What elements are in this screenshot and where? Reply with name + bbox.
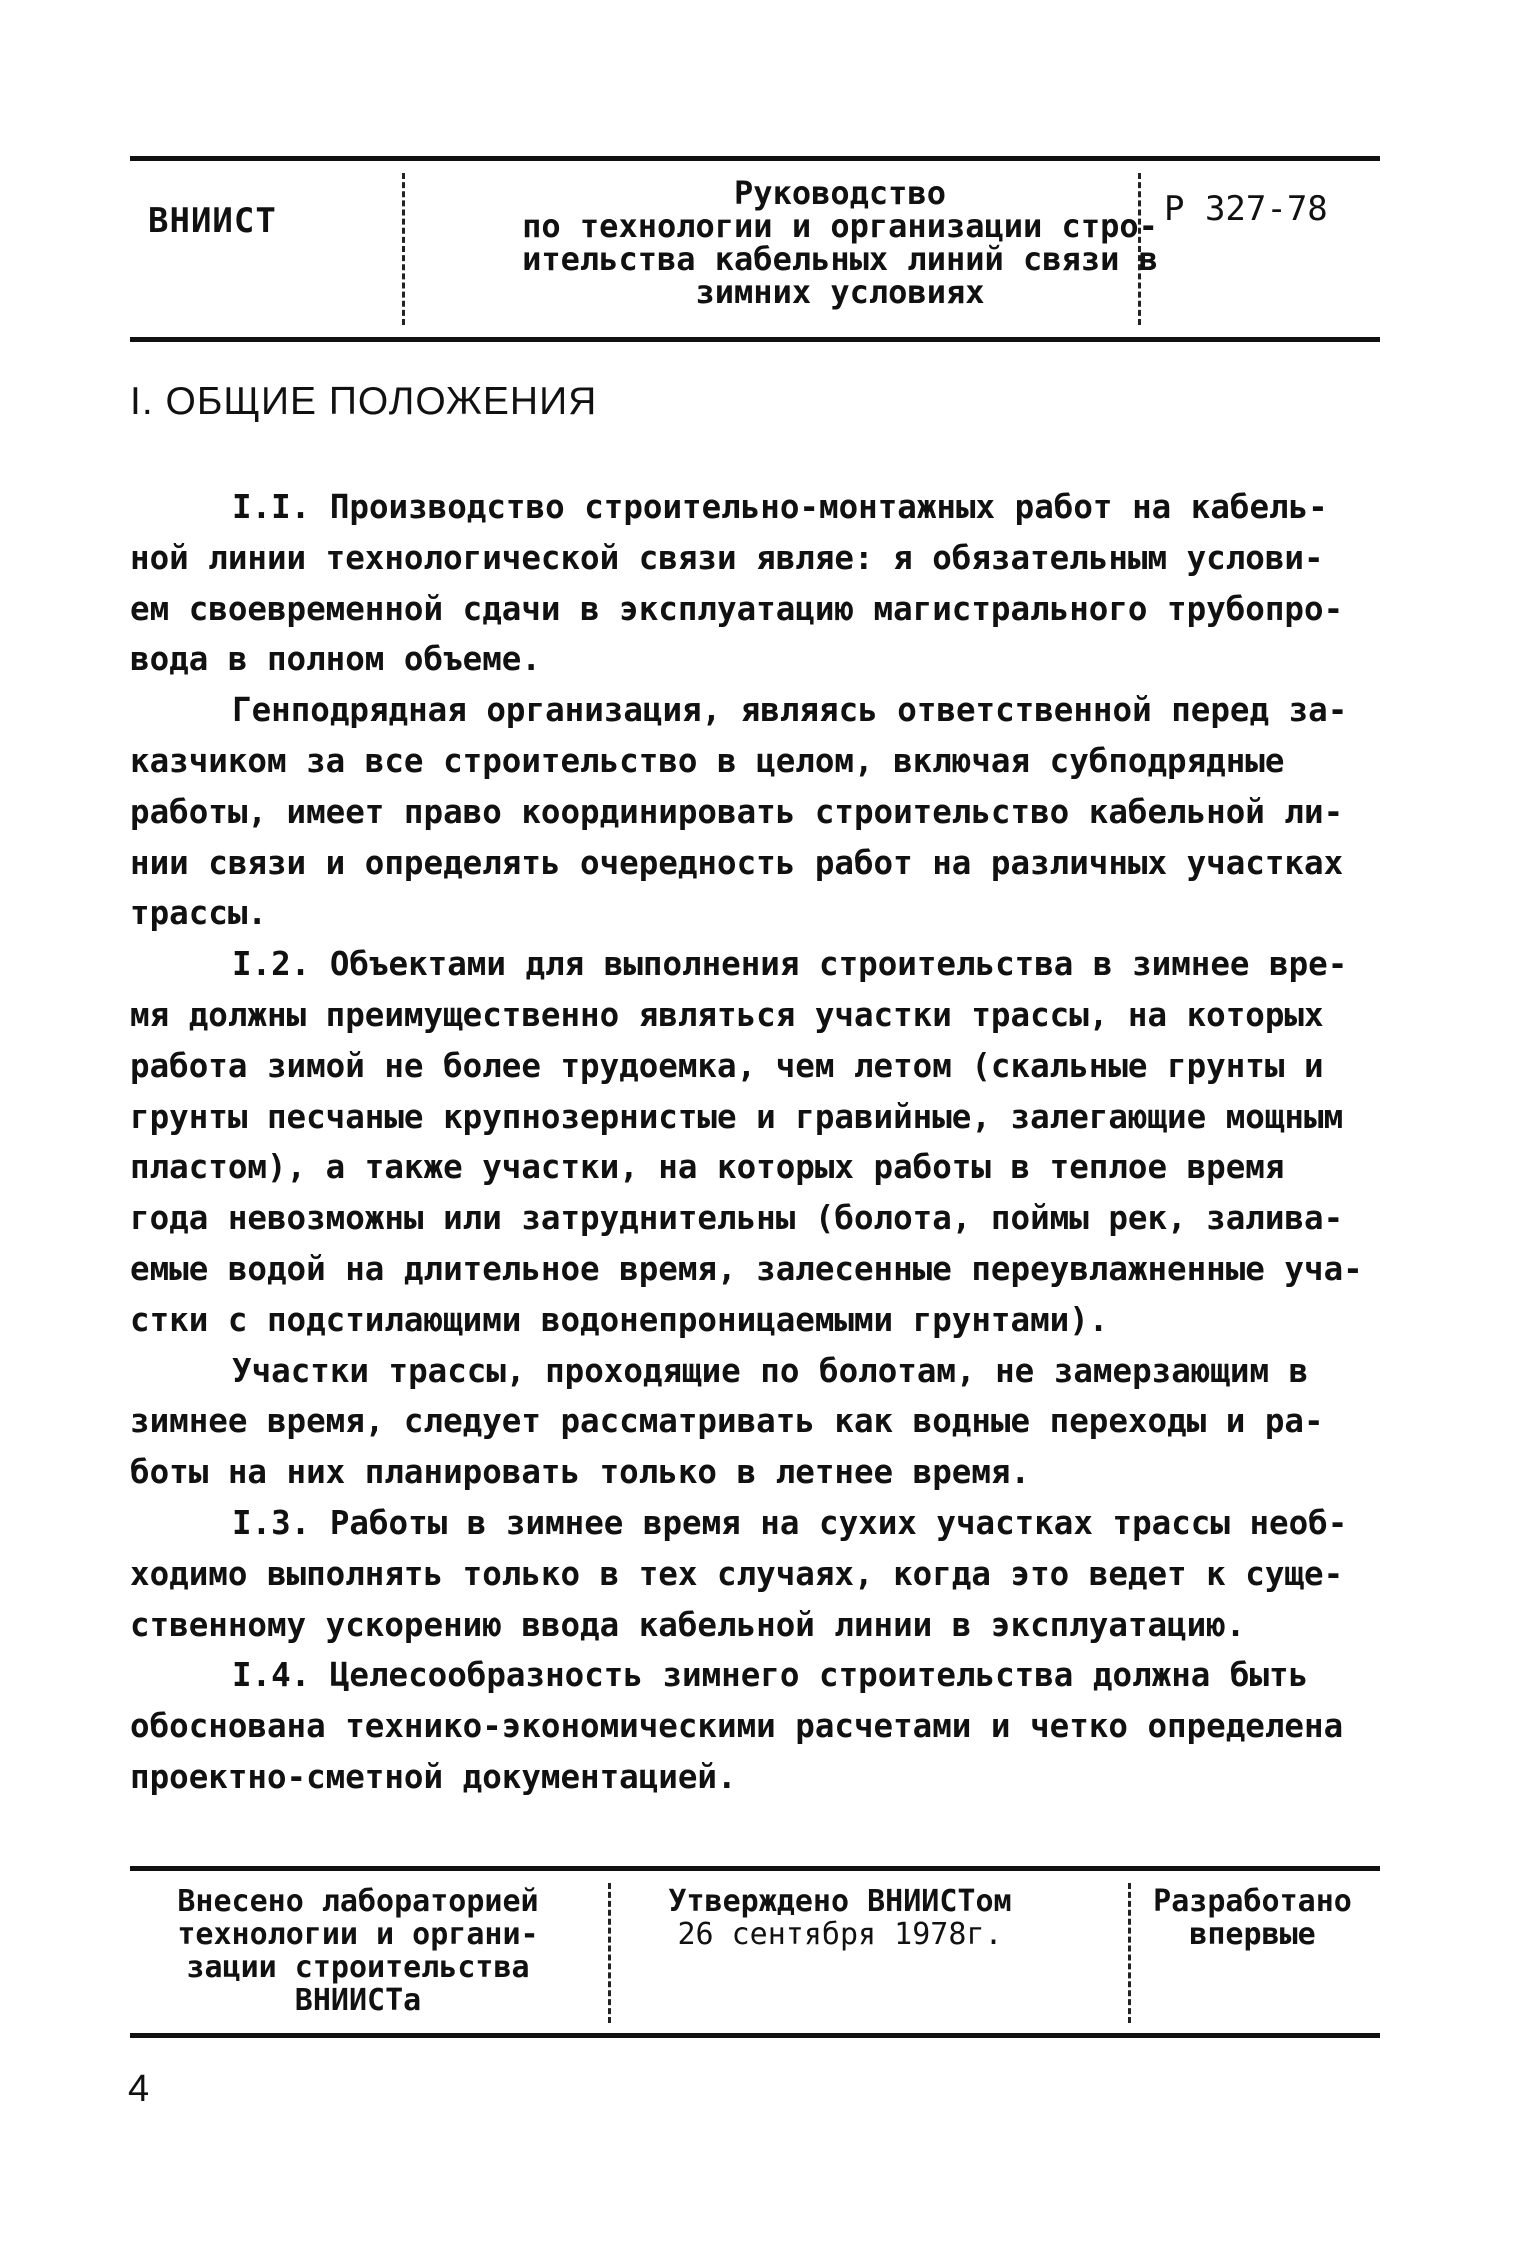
introduced-line: зации строительства xyxy=(186,1950,530,1985)
introduced-line: Внесено лабораторией xyxy=(177,1884,539,1919)
title-line: зимних условиях xyxy=(695,273,985,311)
title-line: по технологии и организации стро- xyxy=(522,207,1158,245)
text-line: ем своевременной сдачи в эксплуатацию магистрального трубопро- xyxy=(130,589,1344,628)
text-line: I.2. Объектами для выполнения строительства в зимнее вре- xyxy=(232,945,1348,984)
text-line: ходимо выполнять только в тех случаях, когда это ведет к суще- xyxy=(130,1554,1344,1593)
document-title xyxy=(420,174,1260,311)
text-line: ной линии технологической связи являе: я обязательным услови- xyxy=(130,538,1324,577)
page-number: 4 xyxy=(128,2068,150,2110)
footer-block xyxy=(130,1866,1380,2038)
introduced-line: технологии и органи- xyxy=(177,1917,539,1952)
text-line: грунты песчаные крупнозернистые и гравийные, залегающие мощным xyxy=(130,1097,1344,1136)
header-block xyxy=(130,156,1380,342)
text-line: вода в полном объеме. xyxy=(130,640,541,679)
text-line: обоснована технико-экономическими расчетами и четко определена xyxy=(130,1707,1344,1746)
text-line: боты на них планировать только в летнее время. xyxy=(130,1453,1031,1492)
text-line: стки с подстилающими водонепроницаемыми грунтами). xyxy=(130,1300,1109,1339)
text-line: казчиком за все строительство в целом, включая субподрядные xyxy=(130,741,1285,780)
text-line: нии связи и определять очередность работ на различных участках xyxy=(130,843,1344,882)
approved-date: 26 сентября 1978г. xyxy=(677,1917,1003,1952)
section-heading: I. ОБЩИЕ ПОЛОЖЕНИЯ xyxy=(130,380,598,423)
header-divider xyxy=(402,173,405,325)
text-line: трассы. xyxy=(130,894,267,933)
text-line: I.I. Производство строительно-монтажных работ на кабель- xyxy=(232,488,1328,526)
text-line: Генподрядная организация, являясь ответственной перед за- xyxy=(232,691,1348,730)
text-line: пластом), а также участки, на которых работы в теплое время xyxy=(130,1148,1285,1187)
text-line: Участки трассы, проходящие по болотам, не замерзающим в xyxy=(232,1351,1309,1390)
document-code: Р 327-78 xyxy=(1164,189,1328,229)
text-line: зимнее время, следует рассматривать как водные переходы и ра- xyxy=(130,1402,1324,1441)
introduced-by xyxy=(148,1885,568,2017)
body-text xyxy=(130,482,1392,1803)
developed-line: впервые xyxy=(1189,1917,1316,1952)
text-line: работы, имеет право координировать строительство кабельной ли- xyxy=(130,792,1344,831)
approved-by xyxy=(585,1885,1095,1951)
text-line: мя должны преимущественно являться участки трассы, на которых xyxy=(130,995,1324,1034)
organization-name: ВНИИСТ xyxy=(148,201,277,241)
title-line: Руководство xyxy=(734,174,946,212)
text-line: работа зимой не более трудоемка, чем летом (скальные грунты и xyxy=(130,1046,1324,1085)
text-line: емые водой на длительное время, залесенные переувлажненные уча- xyxy=(130,1249,1363,1288)
developed-status xyxy=(1130,1885,1375,1951)
text-line: ственному ускорению ввода кабельной линии в эксплуатацию. xyxy=(130,1605,1246,1644)
text-line: I.3. Работы в зимнее время на сухих участках трассы необ- xyxy=(232,1503,1348,1542)
approved-line: Утверждено ВНИИСТом xyxy=(668,1884,1012,1919)
text-line: проектно-сметной документацией. xyxy=(130,1757,737,1796)
text-line: года невозможны или затруднительны (болота, поймы рек, залива- xyxy=(130,1199,1344,1238)
developed-line: Разработано xyxy=(1153,1884,1352,1919)
introduced-line: ВНИИСТа xyxy=(294,1983,422,2018)
title-line: ительства кабельных линий связи в xyxy=(522,240,1158,278)
text-line: I.4. Целесообразность зимнего строительства должна быть xyxy=(232,1656,1309,1695)
